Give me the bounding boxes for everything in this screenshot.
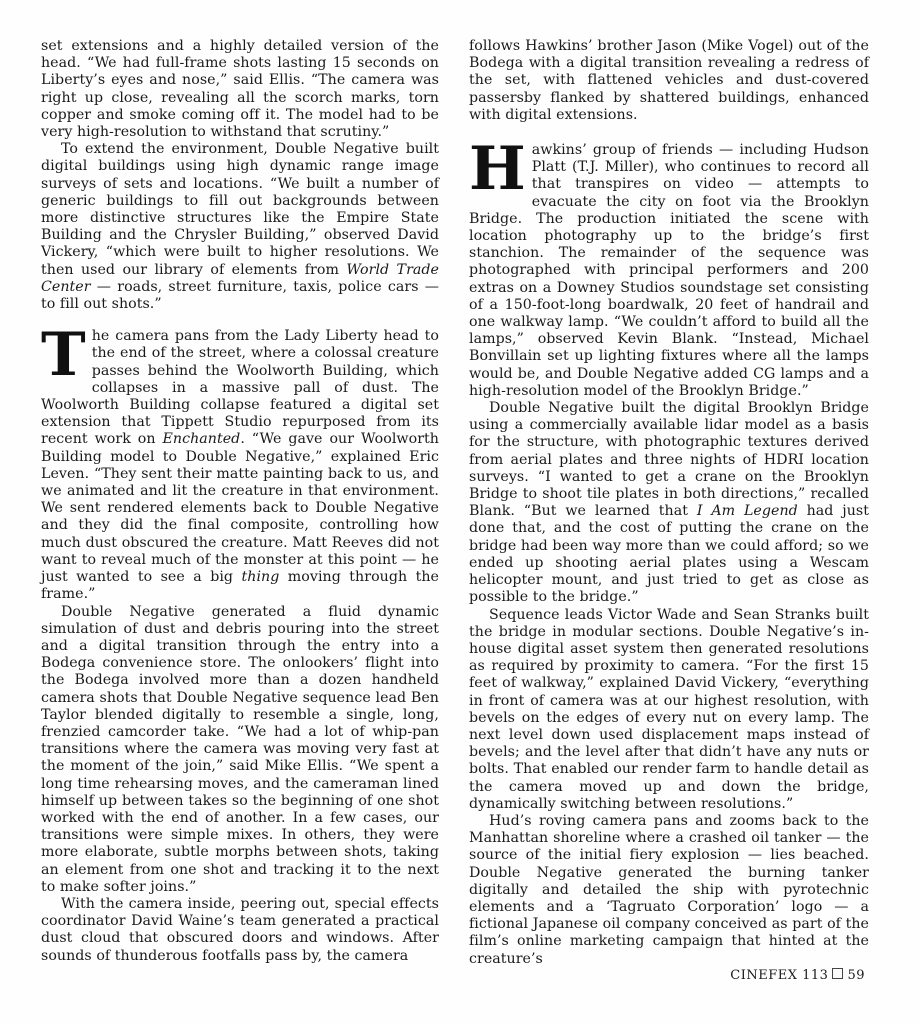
text-run: Double Negative built the digital Brooklyn Bridge using a commercially available lidar model as a basis for the structure, with photographic textures derived from aerial plates and three nights of HDRI location surveys. “I wanted to get a crane on the Brooklyn Bridge to shoot tile plates in both directions,” recalled Blank. “But we learned that — [469, 400, 869, 520]
drop-cap: T — [41, 320, 86, 391]
text-run: he camera pans from the Lady Liberty head to the end of the street, where a colossal creature passes behind the Woolworth Building, which collapses in a massive pall of dust. The Woolworth Building collapse featured a digital set extension that Tippett Studio repurposed from its recent work on — [41, 328, 439, 448]
paragraph — [41, 141, 439, 313]
paragraph: follows Hawkins’ brother Jason (Mike Vogel) out of the Bodega with a digital transition revealing a redress of the set, with flattened vehicles and dust-covered passersby flanked by shattered buildings, enhanced with digital extensions. — [469, 38, 869, 123]
page-number: 59 — [847, 968, 865, 983]
italic-title: I Am Legend — [696, 503, 798, 520]
left-column — [41, 38, 439, 965]
drop-cap: H — [469, 134, 526, 205]
paragraph: Sequence leads Victor Wade and Sean Stranks built the bridge in modular sections. Double Negative’s in-house digital asset system then generated resolutions as required by proximity to camera. “For the first 15 feet of walkway,” explained David Vickery, “everything in front of camera was at our highest resolution, with bevels on the edges of every nut on every lamp. The next level down used displacement maps instead of bevels; and the level after that didn’t have any nuts or bolts. That enabled our render farm to handle detail as the camera moved up and down the bridge, dynamically switching between resolutions.” — [469, 606, 869, 812]
text-run: moving through the frame.” — [41, 569, 439, 603]
text-run: To extend the environment, Double Negative built digital buildings using high dynamic range image surveys of sets and locations. “We built a number of generic buildings to fill out backgrounds between more distinctive structures like the Empire State Building and the Chrysler Building,” observed David Vickery, “which were built to higher resolutions. We then used our library of elements from — [41, 141, 439, 278]
box-icon — [832, 968, 843, 979]
paragraph: awkins’ group of friends — including Hudson Platt (T.J. Miller), who continues to record all that transpires on video — attempts to evacuate the city on foot via the Brooklyn Bridge. The production initiated the scene with location photography up to the bridge’s first stanchion. The remainder of the sequence was photographed with principal performers and 200 extras on a Downey Studios soundstage set consisting of a 150-foot-long boardwalk, 20 feet of handrail and one walkway lamp. “We couldn’t afford to build all the lamps,” observed Kevin Blank. “Instead, Michael Bonvillain set up lighting fixtures where all the lamps would be, and Double Negative added CG lamps and a high-resolution model of the Brooklyn Bridge.” — [469, 142, 869, 399]
page-footer — [730, 968, 865, 983]
text-run: — roads, street furniture, taxis, police cars — to fill out shots.” — [41, 278, 439, 313]
text-run: . “We gave our Woolworth Building model to Double Negative,” explained Eric Leven. “They sent their matte painting back to us, and we animated and lit the creature in that environment. We sent rendered elements back to Double Negative and they did the final composite, controlling how much dust obscured the creature. Matt Reeves did not want to reveal much of the monster at this point — he just wanted to see a big — [41, 431, 439, 586]
paragraph: set extensions and a highly detailed version of the head. “We had full-frame shots lasting 15 seconds on Liberty’s eyes and nose,” said Ellis. “The camera was right up close, revealing all the scorch marks, torn copper and smoke coming off it. The model had to be very high-resolution to withstand that scrutiny.” — [41, 38, 439, 141]
paragraph: Double Negative generated a fluid dynamic simulation of dust and debris pouring into the street and a digital transition through the entry into a Bodega convenience store. The onlookers’ flight into the Bodega involved more than a dozen handheld camera shots that Double Negative sequence lead Ben Taylor blended digitally to resemble a single, long, frenzied camcorder take. “We had a lot of whip-pan transitions where the camera was moving very fast at the moment of the join,” said Mike Ellis. “We spent a long time rehearsing moves, and the cameraman lined himself up between takes so the beginning of one shot worked with the end of another. In a few cases, our transitions were simple mixes. In others, they were more elaborate, subtle morphs between shots, taking an element from one shot and tracking it to the next to make softer joins.” — [41, 603, 439, 895]
paragraph: Hud’s roving camera pans and zooms back to the Manhattan shoreline where a crashed oil tanker — the source of the initial fiery explosion — lies beached. Double Negative generated the burning tanker digitally and detailed the ship with pyrotechnic elements and a ‘Tagruato Corporation’ logo — a fictional Japanese oil company conceived as part of the film’s online marketing campaign that hinted at the creature’s — [469, 812, 869, 967]
paragraph — [41, 320, 439, 603]
text-run: had just done that, and the cost of putting the crane on the bridge had been way more than we could afford; so we ended up shooting aerial plates using a Wescam helicopter mount, and just tried to get as close as possible to the bridge.” — [469, 503, 869, 606]
italic-title: World Trade Center — [41, 261, 439, 295]
paragraph — [469, 400, 869, 606]
italic-word: thing — [241, 569, 280, 586]
right-column — [469, 38, 869, 968]
section-opening — [41, 320, 439, 603]
section-opening — [469, 134, 869, 400]
paragraph: With the camera inside, peering out, special effects coordinator David Waine’s team generated a practical dust cloud that obscured doors and windows. After sounds of thunderous footfalls pass by, the camera — [41, 895, 439, 964]
publication-name: CINEFEX 113 — [730, 968, 829, 983]
italic-title: Enchanted — [162, 431, 241, 448]
